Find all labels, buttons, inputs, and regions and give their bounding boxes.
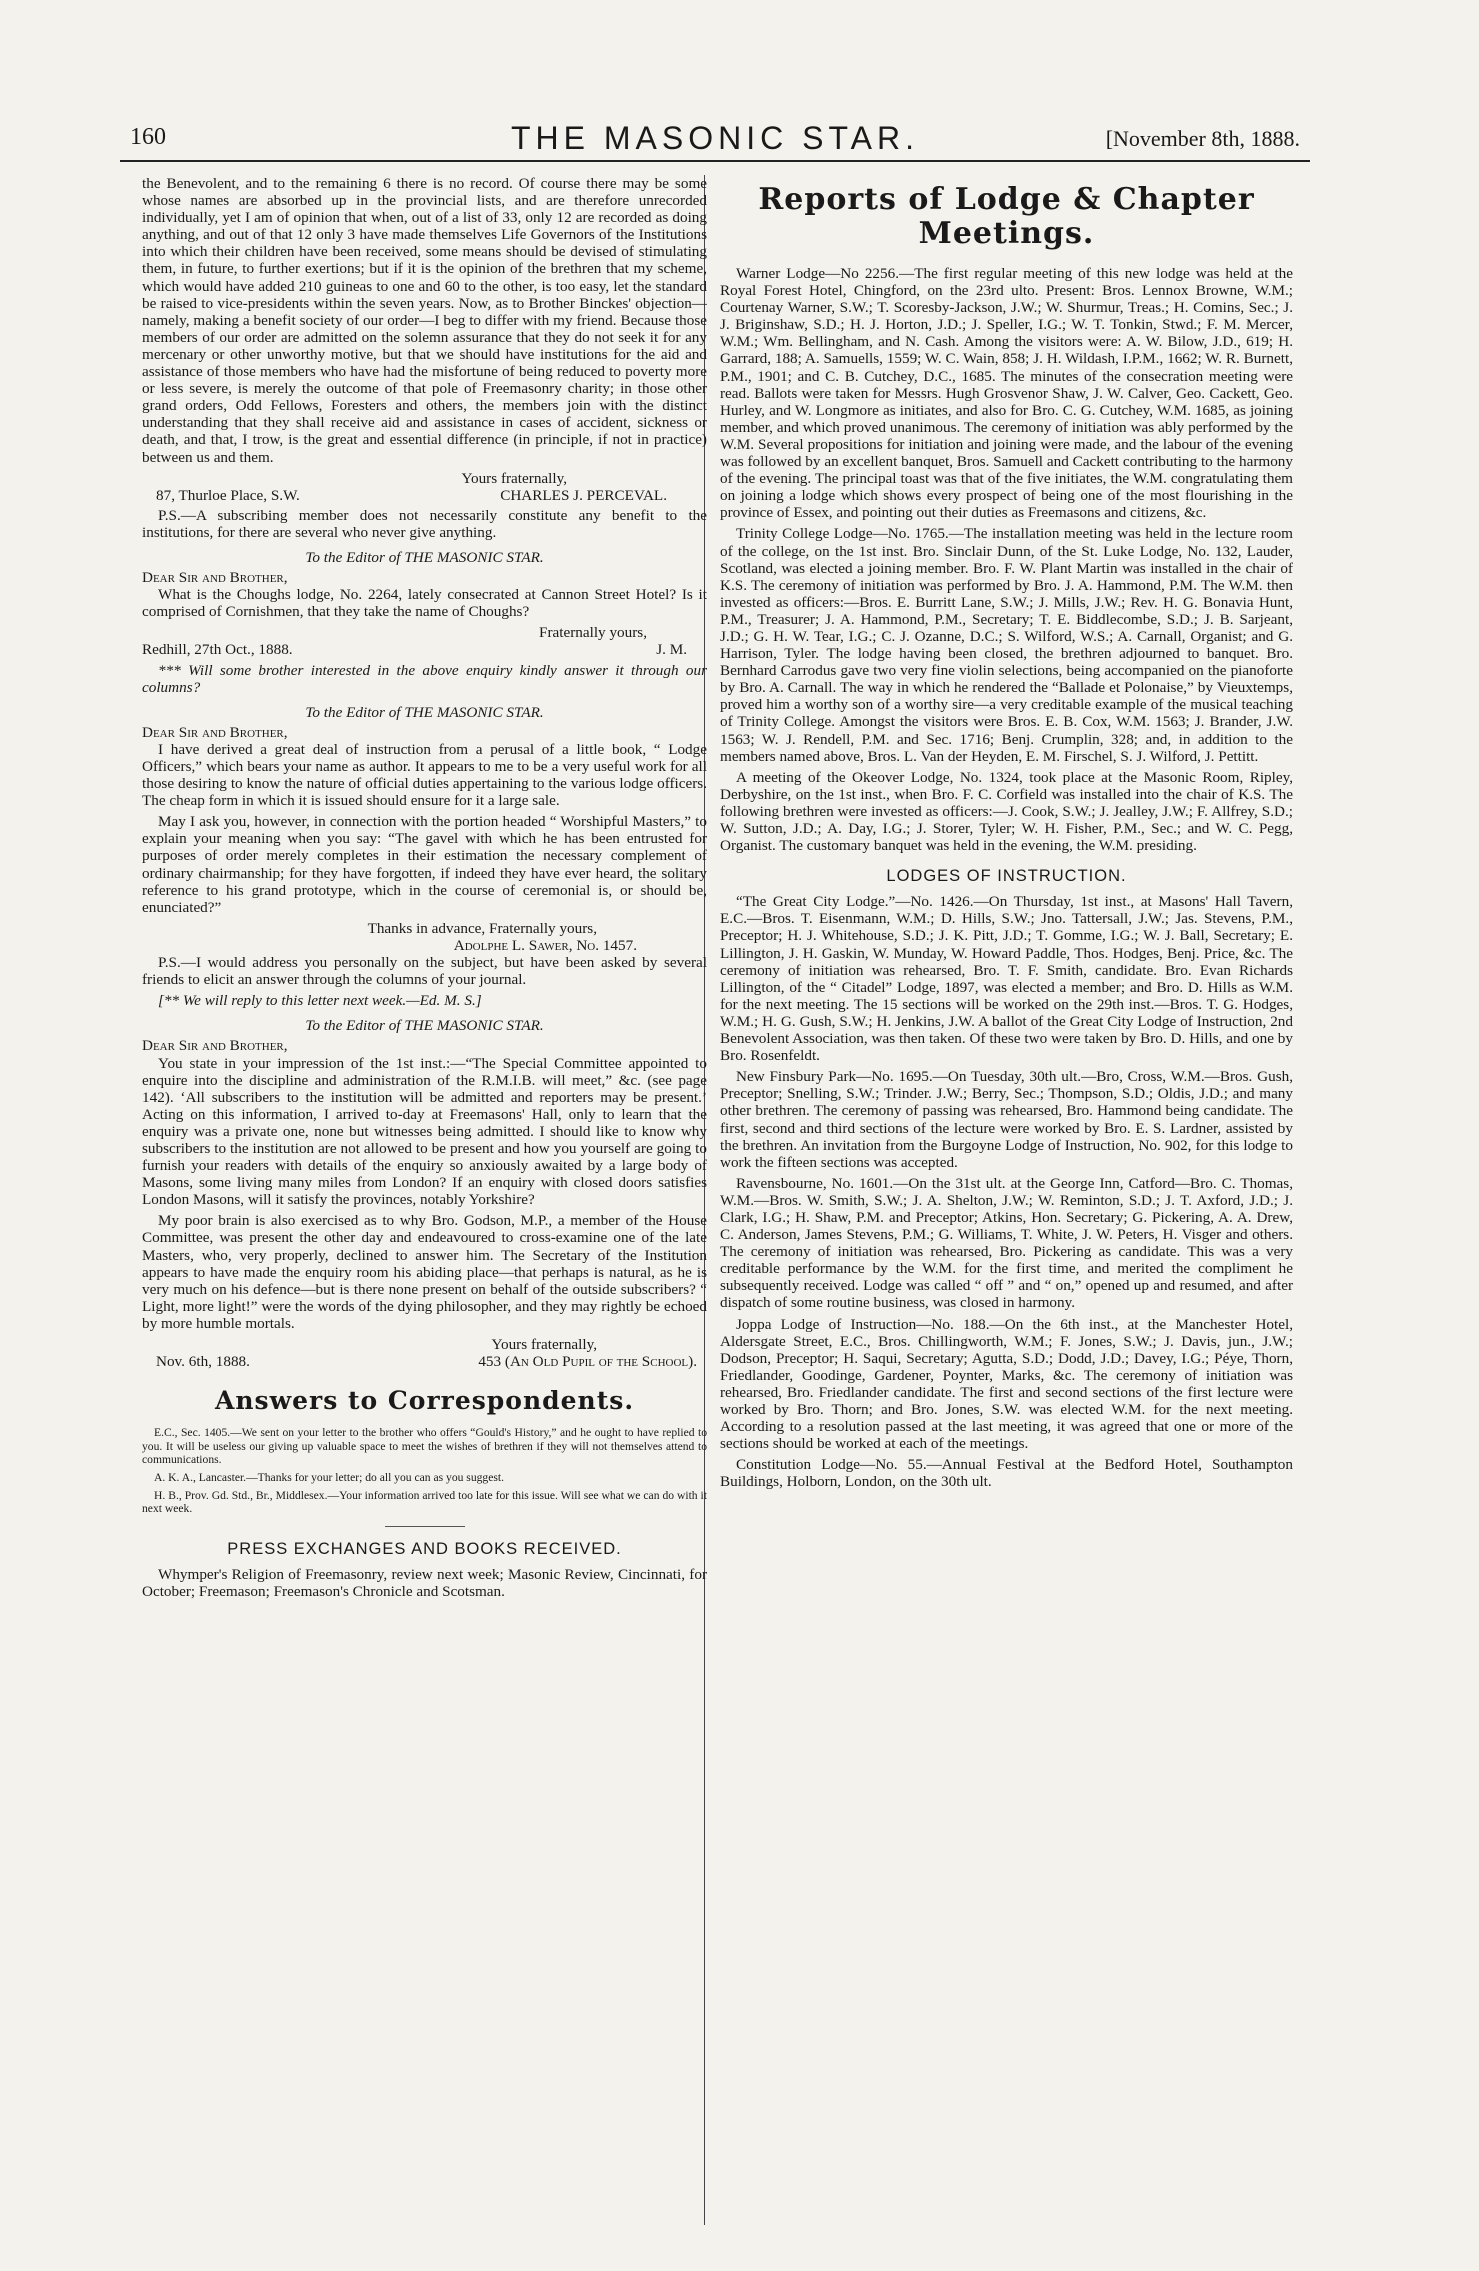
answer-item: A. K. A., Lancaster.—Thanks for your letter; do all you can as you suggest. xyxy=(154,1470,504,1484)
letter-paragraph: My poor brain is also exercised as to why Bro. Godson, M.P., a member of the House Committee, was present the other day and endeavoured to cross-examine one of the late Masters, who, very properly, declined to answer him. The Secretary of the Institution appears to have made the enquiry room his abiding place—that perhaps is natural, as he is very much on his defence—but is there none present on behalf of the outside subscribers? “ Light, more light!” were the words of the dying philosopher, and they may rightly be echoed by more humble mortals. xyxy=(142,1212,707,1332)
letter-postscript: P.S.—A subscribing member does not necessarily constitute any benefit to the institutions, for there are several who never give anything. xyxy=(142,506,707,541)
letter-signature: 453 (An Old Pupil of the School). xyxy=(478,1353,697,1371)
editor-address: To the Editor of THE MASONIC STAR. xyxy=(305,703,544,721)
signature-row xyxy=(142,641,707,658)
editor-address: To the Editor of THE MASONIC STAR. xyxy=(305,1017,544,1035)
salutation: Dear Sir and Brother, xyxy=(142,723,288,741)
letter-old-pupil xyxy=(142,1017,707,1370)
instruction-item: Constitution Lodge—No. 55.—Annual Festival at the Bedford Hotel, Southampton Buildings, Holborn, London, on the 30th ult. xyxy=(720,1456,1293,1491)
letter-paragraph: I have derived a great deal of instruction from a perusal of a little book, “ Lodge Officers,” which bears your name as author. It appears to me to be a very useful work for all those desiring to know the nature of official duties appertaining to the various lodge officers. The cheap form in which it is issued should ensure for it a large sale. xyxy=(142,740,707,810)
editor-address: To the Editor of THE MASONIC STAR. xyxy=(305,548,544,566)
press-text: Whymper's Religion of Freemasonry, review next week; Masonic Review, Cincinnati, for October; Freemason; Freemason's Chronicle and Scotsman. xyxy=(142,1565,707,1600)
left-column xyxy=(142,175,707,2255)
letter-closing: Thanks in advance, Fraternally yours, xyxy=(367,919,597,937)
letter-choughs xyxy=(142,549,707,696)
right-column xyxy=(720,175,1293,2255)
editor-note: *** Will some brother interested in the above enquiry kindly answer it through our columns? xyxy=(142,661,707,696)
reports-heading: Reports of Lodge & Chapter Meetings. xyxy=(758,182,1255,251)
letter-closing: Yours fraternally, xyxy=(461,469,567,487)
letter-signature: Adolphe L. Sawer, No. 1457. xyxy=(453,936,637,954)
report-item: Trinity College Lodge—No. 1765.—The installation meeting was held in the lecture room of the college, on the 1st inst. Bro. Sinclair Dunn, of the St. Luke Lodge, No. 132, Lauder, Scotland, was elected a joining member. Bro. F. W. Plant Martin was installed in the chair of K.S. The ceremony of initiation was performed by Bro. J. A. Hammond, P.M. The W.M. then invested as officers:—Bros. E. Burritt Lane, S.W.; J. Mills, J.W.; Rev. H. G. Bonavia Hunt, P.M., Treasurer; J. A. Hammond, P.M., Secretary; T. E. Biddlecombe, S.D.; J. B. Sarjeant, J.D.; G. H. W. Tear, I.G.; C. J. Ozanne, D.C.; S. Wilford, W.S.; A. Carnall, Organist; and G. Harrison, Tyler. The lodge having been closed, the brethren adjourned to banquet. Bro. Bernhard Carrodus gave two very fine violin selections, being accompanied on the pianoforte by Bro. A. Carnall. The way in which he rendered the “Ballade et Polonaise,” by Vieuxtemps, proved him a worthy son of a worthy sire—a very creditable example of the musical teaching of Trinity College. Amongst the visitors were Bros. E. B. Cox, W.M. 1563; J. Brander, J.W. 1563; W. J. Rendell, P.M. and Sec. 1716; Benj. Crumplin, 328; and, in addition to the members named above, Bros. L. Van der Heyden, E. M. Firschel, S. J. Wilford, J. Pettitt. xyxy=(720,525,1293,765)
letter-postscript: P.S.—I would address you personally on the subject, but have been asked by several friends to elicit an answer through the columns of your journal. xyxy=(142,954,707,989)
letter-paragraph: You state in your impression of the 1st inst.:—“The Special Committee appointed to enquire into the discipline and administration of the R.M.I.B. will meet,” &c. (see page 142). ‘All subscribers to the institution will be admitted and reporters may be present.’ Acting on this information, I arrived to-day at Freemasons' Hall, only to learn that the enquiry was a private one, none but witnesses being admitted. I should like to know why subscribers to the institution are not allowed to be present and how you yourself are going to furnish your readers with details of the enquiry so anxiously awaited by a large body of Masons, some living many miles from London? If an enquiry with closed doors satisfies London Masons, will it satisfy the provinces, notably Yorkshire? xyxy=(142,1054,707,1209)
page-header xyxy=(120,120,1310,162)
letter-signature: CHARLES J. PERCEVAL. xyxy=(500,486,667,504)
signature-row xyxy=(142,1353,707,1370)
instruction-heading: LODGES OF INSTRUCTION. xyxy=(886,867,1127,886)
salutation: Dear Sir and Brother, xyxy=(142,1037,288,1055)
letter-address: 87, Thurloe Place, S.W. xyxy=(156,486,300,504)
instruction-item: “The Great City Lodge.”—No. 1426.—On Thursday, 1st inst., at Masons' Hall Tavern, E.C.—Bros. T. Eisenmann, W.M.; D. Hills, S.W.; Jno. Tattersall, J.W.; Jas. Stevens, P.M., Preceptor; H. J. Whitehouse, S.D.; J. K. Pitt, J.D.; T. Gomme, I.G.; W. J. Ball, Secretary; E. Lillington, J. H. Gaskin, W. Munday, W. Howard Paddle, Thos. Hodges, Benj. Price, &c. The ceremony of initiation was rehearsed, Bro. T. F. Smith, candidate. Bro. Evan Richards Lillington, of the “ Citadel” Lodge, 1897, was elected a member; and Bro. D. Hills as W.M. for the next meeting. The 15 sections will be worked on the 29th inst.—Bros. T. G. Hodges, W.M.; H. G. Gush, S.W.; H. Jenkins, J.W. A ballot of the Great City Lodge of Instruction, 2nd Benevolent Association, was then taken. Of these two were taken by Bro. D. Hills, and one by Bro. Rosenfeldt. xyxy=(720,893,1293,1065)
issue-date: [November 8th, 1888. xyxy=(1105,126,1300,151)
letter-paragraph: the Benevolent, and to the remaining 6 there is no record. Of course there may be some whose names are absorbed up in the provincial lists, and are therefore unrecorded individually, yet I am of opinion that when, out of a list of 33, only 12 are recorded as doing anything, and out of that 12 only 3 have made themselves Life Governors of the Institutions into which their children have been received, some means should be devised of stimulating them, in future, to further exertions; but if it is the opinion of the brethren that my scheme, which would have added 210 guineas to one and 60 to the other, is too easy, let the standard be raised to vice-presidents within the seven years. Now, as to Brother Binckes' objection—namely, making a benefit society of our order—I beg to differ with my friend. Because those members of our order are admitted on the solemn assurance that they do not seek it for any mercenary or other unworthy motive, but that we should have institutions for the aid and assistance of those members who have had the misfortune of being reduced to poverty more or less severe, is merely the outcome of that pole of Freemasonry charity; in those other grand orders, Odd Fellows, Foresters and others, the members join with the distinct understanding that they shall receive aid and assistance in cases of accident, sickness or death, and that, I trow, is the great and essential difference (in principle, if not in practice) between us and them. xyxy=(142,175,707,466)
editor-note: [** We will reply to this letter next week.—Ed. M. S.] xyxy=(158,992,482,1010)
letter-closing: Fraternally yours, xyxy=(539,624,647,642)
salutation: Dear Sir and Brother, xyxy=(142,569,288,587)
report-item: Warner Lodge—No 2256.—The first regular meeting of this new lodge was held at the Royal Forest Hotel, Chingford, on the 23rd ulto. Present: Bros. Lennox Browne, W.M.; Courtenay Warner, S.W.; T. Scoresby-Jackson, J.W.; W. Shurmur, Treas.; H. Comins, Sec.; J. J. Briginshaw, S.D.; H. J. Horton, J.D.; J. Speller, I.G.; W. T. Tonkin, Stwd.; F. M. Mercer, W.M.; Wm. Bellingham, and N. Cash. Among the visitors were: A. W. Bilow, J.D., 619; H. Garrard, 188; A. Samuells, 1559; W. C. Wain, 858; J. H. Wildash, I.P.M., 1662; W. R. Burnett, P.M., 1901; and C. B. Cutchey, D.C., 1685. The minutes of the consecration meeting were read. Ballots were taken for Messrs. Hugh Grosvenor Shaw, J. W. Calver, Geo. Cackett, Geo. Hurley, and W. Longmore as initiates, and also for Bro. C. G. Cutchey, W.M. 1685, as joining member, and which proved unanimous. The ceremony of initiation was ably performed by the W.M. Several propositions for initiation and joining were made, and the labour of the evening was followed by an excellent banquet, Bros. Samuell and Cackett contributing to the harmony of the evening. The principal toast was that of the five initiates, the W.M. congratulating them on joining a lodge which shows every prospect of being one of the most flourishing in the province of Essex, and pointing out their duties as Freemasons and citizens, &c. xyxy=(720,265,1293,522)
signature-row xyxy=(142,487,707,504)
answers-heading: Answers to Correspondents. xyxy=(214,1386,635,1416)
instruction-item: Joppa Lodge of Instruction—No. 188.—On the 6th inst., at the Manchester Hotel, Aldersgate Street, E.C., Bros. Chillingworth, W.M.; F. Jones, S.W.; J. Davis, jun., J.W.; Dodson, Preceptor; H. Saqui, Secretary; Agutta, S.D.; Dodd, J.D.; Davey, I.G.; Péye, Thorn, Friedlander, Goodinge, Gardener, Poynter, Marks, &c. The ceremony of initiation was rehearsed, Bro. Friedlander candidate. The first and second sections of the first lecture were worked by Bro. Thorn; and Bro. Jones, S.W. was elected W.M. for the next meeting. According to a resolution passed at the last meeting, it was agreed that one or more of the sections should be worked at each of the meetings. xyxy=(720,1315,1293,1453)
letter-place: Redhill, 27th Oct., 1888. xyxy=(142,641,293,659)
letter-sawer xyxy=(142,704,707,1010)
press-heading: PRESS EXCHANGES AND BOOKS RECEIVED. xyxy=(227,1539,622,1558)
instruction-item: Ravensbourne, No. 1601.—On the 31st ult. at the George Inn, Catford—Bro. C. Thomas, W.M.—Bros. W. Smith, S.W.; J. A. Shelton, J.W.; W. Reminton, S.D.; J. T. Axford, J.D.; J. Clark, I.G.; H. Shaw, P.M. and Preceptor; Atkins, Hon. Secretary; G. Pickering, A. A. Drew, C. Anderson, James Stevens, P.M.; G. Williams, T. White, J. W. Peters, H. Visger and others. The ceremony of initiation was rehearsed, Bro. Pickering as candidate. This was a very creditable performance by the W.M. for the first time, and merited the compliment he subsequently received. Lodge was called “ off ” and “ on,” opened up and resumed, and after dispatch of some routine business, was closed in harmony. xyxy=(720,1174,1293,1312)
section-rule xyxy=(385,1526,465,1527)
letter-paragraph: May I ask you, however, in connection with the portion headed “ Worshipful Masters,” to explain your meaning when you say: “The gavel with which he has been entrusted for purposes of order merely completes in their estimation the necessary complement of ordinary chairmanship; for they have forgotten, if indeed they have ever heard, the solitary reference to his grand prototype, which in the course of ceremonial is, or should be, enunciated?” xyxy=(142,813,707,916)
answer-item: H. B., Prov. Gd. Std., Br., Middlesex.—Your information arrived too late for this issue. Will see what we can do with it next week. xyxy=(142,1488,707,1516)
page-number: 160 xyxy=(130,124,166,150)
report-item: A meeting of the Okeover Lodge, No. 1324, took place at the Masonic Room, Ripley, Derbyshire, on the 1st inst., when Bro. F. C. Corfield was installed into the chair of K.S. The following brethren were invested as officers:—J. Cook, S.W.; J. Jealley, J.W.; F. Allfrey, S.D.; W. Sutton, J.D.; A. Day, I.G.; J. Storer, Tyler; W. H. Fisher, P.M., Sec.; and W. C. Pegg, Organist. The customary banquet was held in the evening, the W.M. presiding. xyxy=(720,768,1293,855)
instruction-item: New Finsbury Park—No. 1695.—On Tuesday, 30th ult.—Bro, Cross, W.M.—Bros. Gush, Preceptor; Snelling, S.W.; Trinder. J.W.; Berry, Sec.; Thompson, S.D.; Oldis, J.D.; and many other brethren. The ceremony of passing was rehearsed, Bro. Hammond being candidate. The first, second and third sections of the lecture were worked by Bro. E. S. Lardner, assisted by the brethren. An invitation from the Burgoyne Lodge of Instruction, No. 902, for this lodge to work the fifteen sections was accepted. xyxy=(720,1068,1293,1171)
letter-paragraph: What is the Choughs lodge, No. 2264, lately consecrated at Cannon Street Hotel? Is it comprised of Cornishmen, that they take the name of Choughs? xyxy=(142,586,707,621)
answer-item: E.C., Sec. 1405.—We sent on your letter to the brother who offers “Gould's History,” and he ought to have replied to you. It will be useless our giving up valuable space to meet the wishes of brethren if they will not themselves attend to communications. xyxy=(142,1426,707,1467)
letter-closing: Yours fraternally, xyxy=(491,1336,597,1353)
letter-signature: J. M. xyxy=(656,641,687,659)
letter-place: Nov. 6th, 1888. xyxy=(156,1353,250,1371)
masthead-title: THE MASONIC STAR. xyxy=(511,120,919,156)
letter-perceval xyxy=(142,175,707,541)
